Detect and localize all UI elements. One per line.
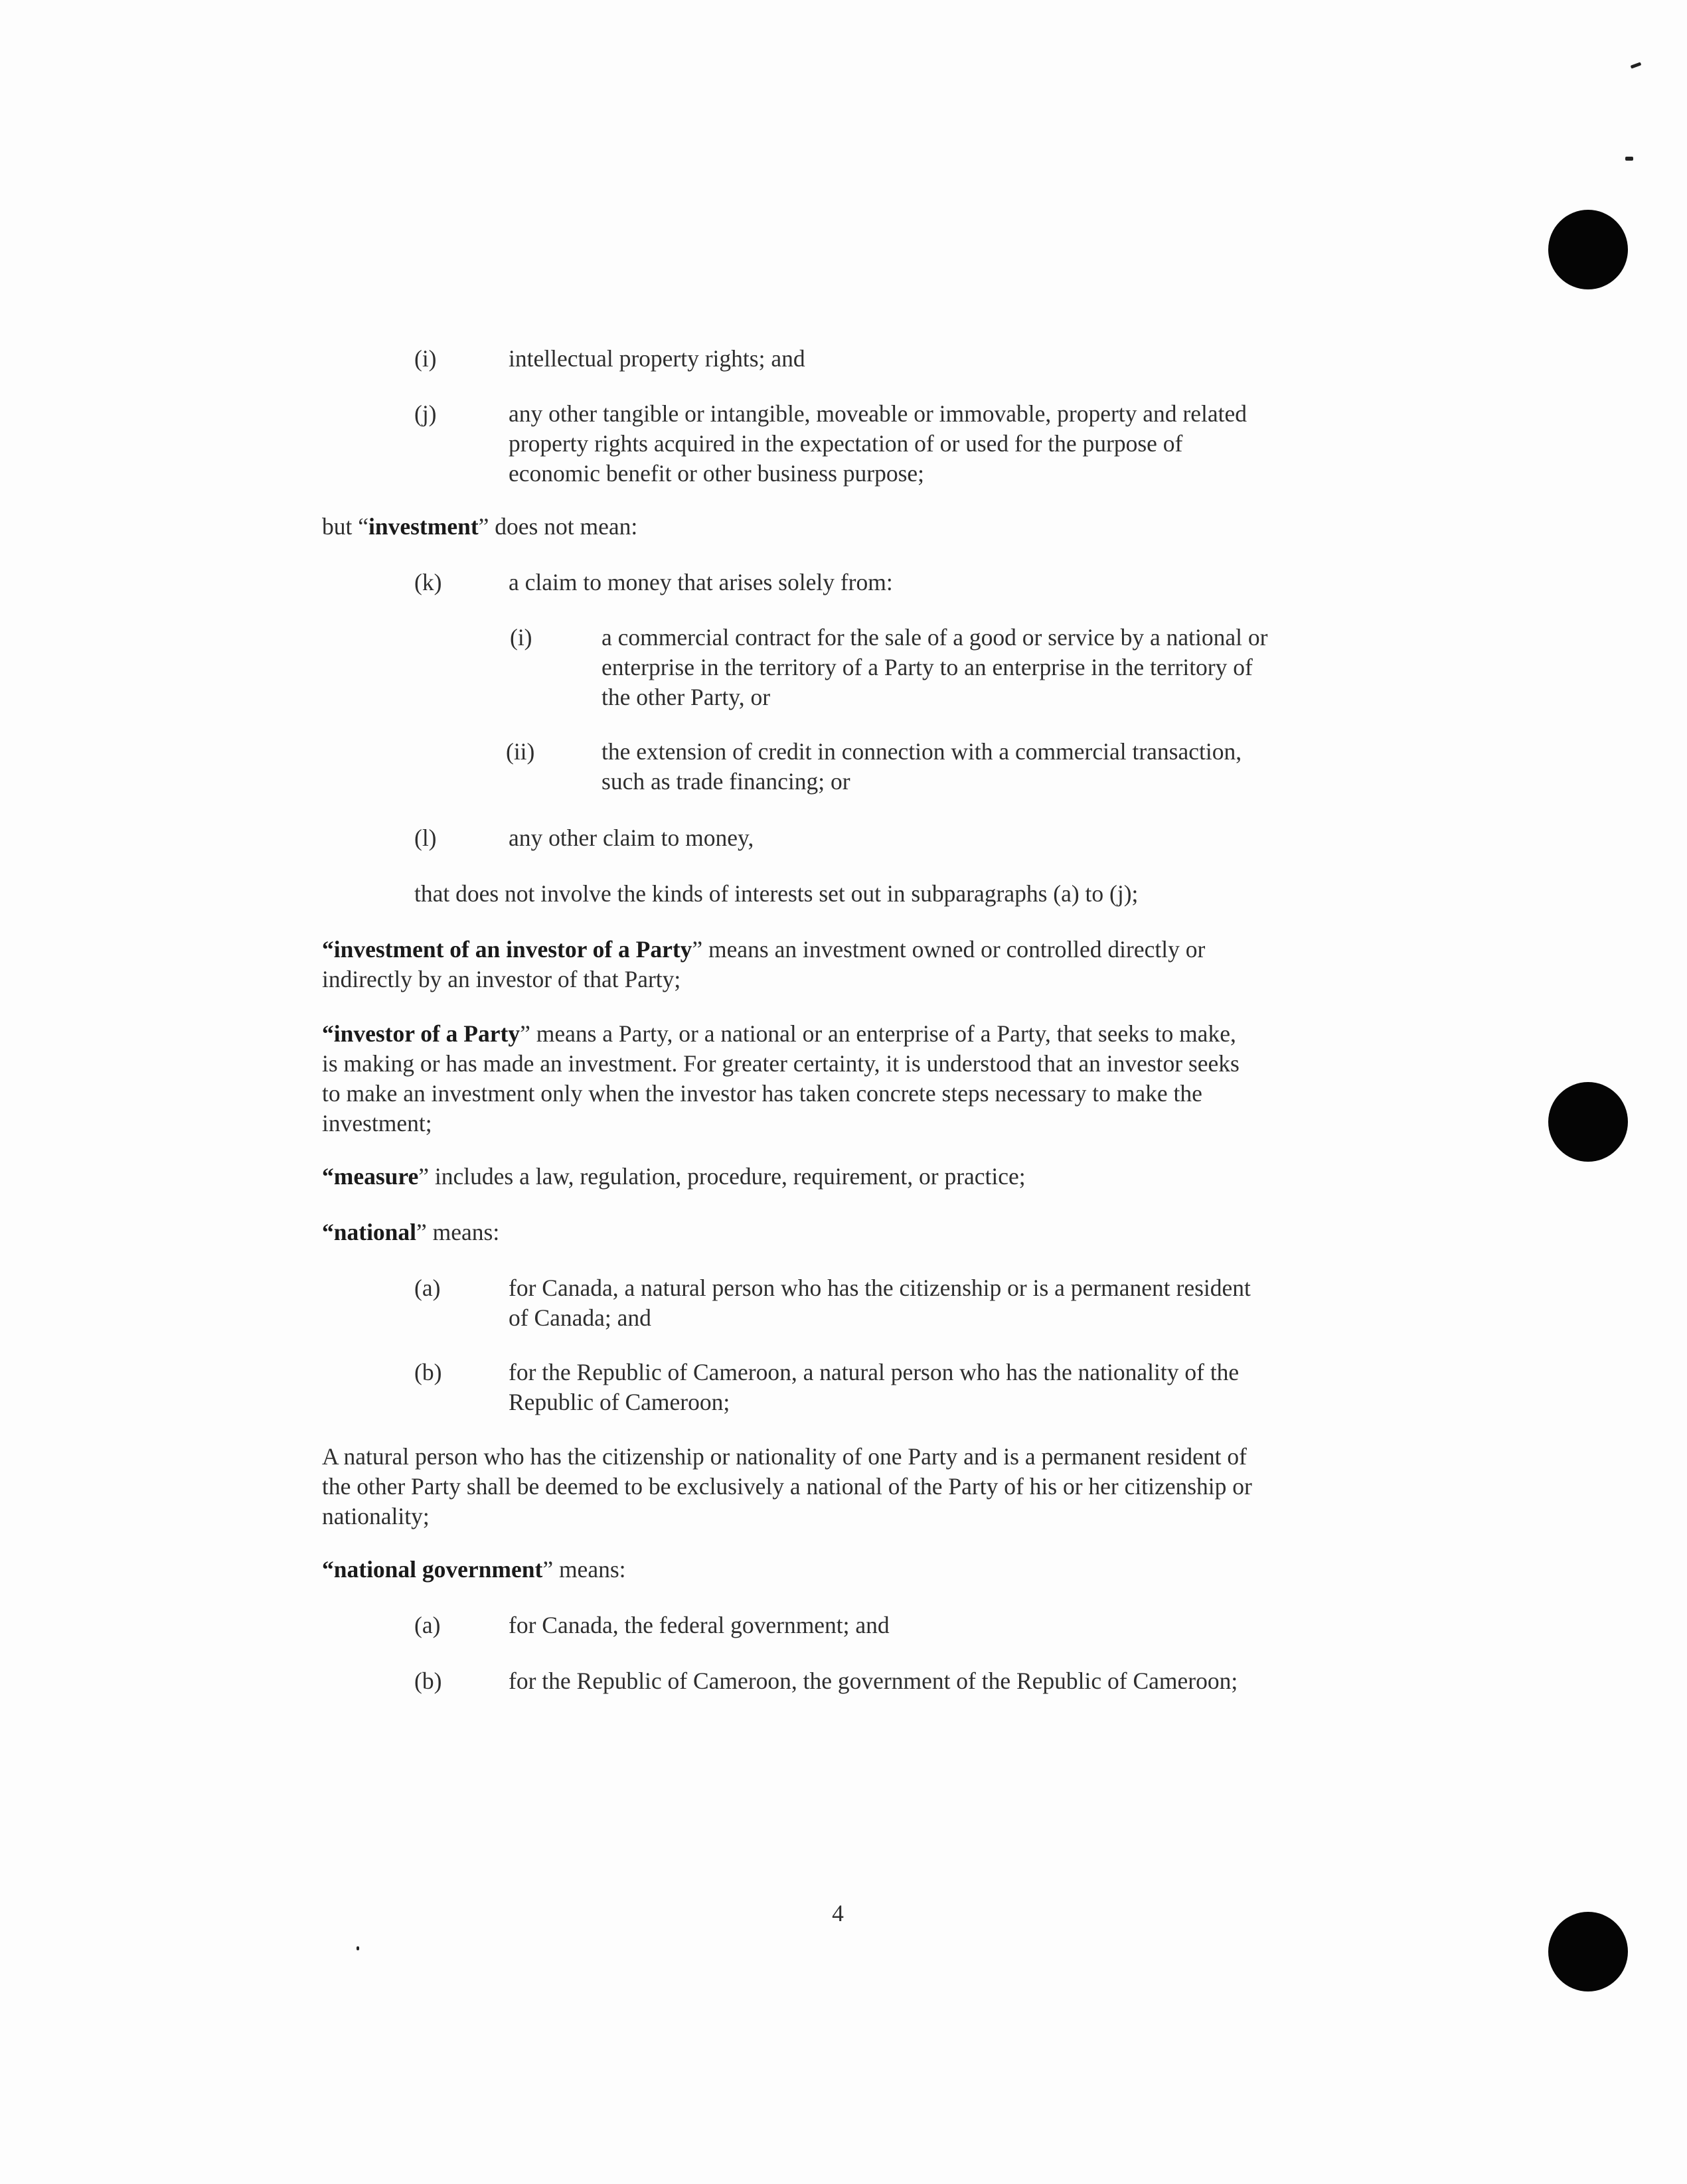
subitem-text-k-i [602,623,1267,712]
defined-term: “investment of an investor of a Party [322,936,692,963]
item-text-j-line: any other tangible or intangible, moveable or immovable, property and related [509,400,1247,427]
scan-speck [357,1946,359,1950]
subitem-label-k-ii: (ii) [506,738,535,765]
national-government-label-a: (a) [414,1612,441,1638]
definition-investor-of-party: “investor of a Party” means a Party, or a national or an enterprise of a Party, that seeks to make, is making or has made an investment. For greater certainty, it is understood that an investor seeks to make an investment only when the investor has taken concrete steps necessary to make the investment; [322,1020,1240,1136]
item-label-l: (l) [414,824,437,851]
defined-term: investment [368,513,479,540]
punch-hole-bottom [1548,1912,1628,1991]
national-label-a: (a) [414,1275,441,1301]
definition-investment-of-investor: “investment of an investor of a Party” means an investment owned or controlled directly or indirectly by an investor of that Party; [322,936,1206,992]
closing-clause: that does not involve the kinds of interests set out in subparagraphs (a) to (j); [414,880,1139,907]
national-label-b: (b) [414,1359,442,1385]
national-government-text-b: for the Republic of Cameroon, the government of the Republic of Cameroon; [509,1668,1238,1694]
punch-hole-middle [1548,1082,1628,1162]
item-text-j-line: economic benefit or other business purpose; [509,460,925,487]
subitem-label-k-i: (i) [510,624,532,651]
item-text-k: a claim to money that arises solely from: [509,569,893,595]
dual-nationality-paragraph: A natural person who has the citizenship or nationality of one Party and is a permanent resident of the other Party shall be deemed to be exclusively a national of the Party of his or her citizenship or nationality; [322,1443,1252,1529]
scan-speck [1625,157,1633,161]
subitem-line: the other Party, or [602,684,771,710]
national-government-text-a: for Canada, the federal government; and [509,1612,890,1638]
punch-hole-top [1548,210,1628,289]
definition-national-government: “national government” means: [322,1556,626,1583]
page-number: 4 [832,1900,844,1926]
item-text-j-line: property rights acquired in the expectation of or used for the purpose of [509,430,1183,457]
defined-term: “national government [322,1556,543,1583]
subitem-text-k-ii [602,737,1242,797]
subitem-line: enterprise in the territory of a Party to an enterprise in the territory of [602,654,1253,680]
national-text-a: for Canada, a natural person who has the citizenship or is a permanent resident of Canada; and [509,1275,1251,1331]
defined-term: “measure [322,1163,419,1190]
subitem-line: the extension of credit in connection with a commercial transaction, [602,738,1242,765]
item-label-j: (j) [414,400,437,427]
subitem-line: a commercial contract for the sale of a good or service by a national or [602,624,1268,651]
item-label-i: (i) [414,345,437,372]
item-text-l: any other claim to money, [509,824,754,851]
defined-term: “investor of a Party [322,1020,521,1047]
defined-term: “national [322,1219,417,1245]
definition-measure: “measure” includes a law, regulation, procedure, requirement, or practice; [322,1163,1026,1190]
subitem-line: such as trade financing; or [602,768,850,795]
national-text-b: for the Republic of Cameroon, a natural person who has the nationality of the Republic of Cameroon; [509,1359,1240,1415]
item-label-k: (k) [414,569,442,595]
item-text-j [509,399,1247,489]
national-government-label-b: (b) [414,1668,442,1694]
item-text-i: intellectual property rights; and [509,345,805,372]
definition-national: “national” means: [322,1219,500,1245]
scan-speck [1631,62,1642,68]
investment-exclusion-intro: but “investment” does not mean: [322,513,638,540]
